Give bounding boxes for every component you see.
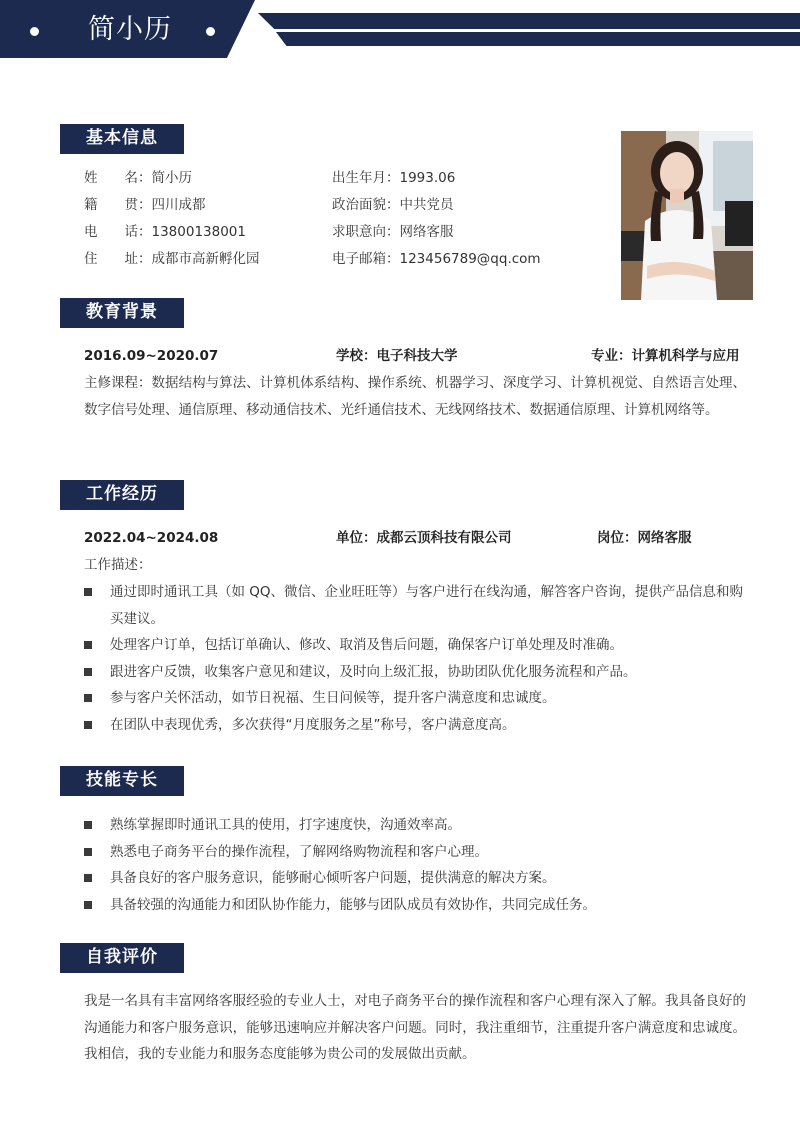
intent-row: [332, 223, 454, 241]
education-school: 学校：电子科技大学: [336, 348, 458, 364]
email-row: [332, 250, 541, 268]
birth-row: [332, 169, 455, 187]
resume-title: 简小历: [88, 14, 172, 45]
bullet-square-icon: [84, 588, 92, 596]
skills-list: [84, 812, 746, 918]
section-basic-info: [60, 124, 184, 154]
work-position: 岗位：网络客服: [597, 530, 692, 546]
list-item: 通过即时通讯工具（如 QQ、微信、企业旺旺等）与客户进行在线沟通，解答客户咨询，提供产品信息和购买建议。: [84, 579, 746, 632]
email-value: 123456789@qq.com: [399, 251, 541, 267]
work-period: 2022.04~2024.08: [84, 530, 219, 546]
bullet-square-icon: [84, 721, 92, 729]
address-value: 成都市高新孵化园: [151, 251, 260, 267]
section-work: [60, 480, 184, 510]
section-title: 基本信息: [60, 124, 184, 152]
email-label: 电子邮箱：: [332, 251, 400, 267]
list-item: 熟悉电子商务平台的操作流程，了解网络购物流程和客户心理。: [84, 839, 746, 866]
bullet-square-icon: [84, 694, 92, 702]
address-label: 住 址：: [84, 251, 152, 267]
bullet-square-icon: [84, 848, 92, 856]
education-period: 2016.09~2020.07: [84, 348, 219, 364]
section-title: 自我评价: [60, 943, 184, 971]
bullet-square-icon: [84, 668, 92, 676]
address-row: [84, 250, 260, 268]
profile-photo-image: [621, 131, 753, 300]
phone-row: [84, 223, 246, 241]
birth-label: 出生年月：: [332, 170, 400, 186]
education-major: 专业：计算机科学与应用: [591, 348, 740, 364]
header-dot-right: [206, 27, 215, 36]
work-description-label: 工作描述：: [84, 557, 152, 573]
profile-photo: [621, 131, 753, 300]
bullet-square-icon: [84, 641, 92, 649]
name-row: [84, 169, 192, 187]
phone-value: 13800138001: [151, 224, 246, 240]
politics-label: 政治面貌：: [332, 197, 400, 213]
name-label: 姓 名：: [84, 170, 152, 186]
section-title: 工作经历: [60, 480, 184, 508]
birth-value: 1993.06: [399, 170, 456, 186]
origin-value: 四川成都: [151, 197, 206, 213]
list-item: 在团队中表现优秀，多次获得“月度服务之星”称号，客户满意度高。: [84, 712, 746, 739]
intent-label: 求职意向：: [332, 224, 400, 240]
work-company: 单位：成都云顶科技有限公司: [336, 530, 512, 546]
header-dot-left: [30, 27, 39, 36]
list-item: 参与客户关怀活动，如节日祝福、生日问候等，提升客户满意度和忠诚度。: [84, 685, 746, 712]
list-item: 熟练掌握即时通讯工具的使用，打字速度快，沟通效率高。: [84, 812, 746, 839]
intent-value: 网络客服: [399, 224, 454, 240]
phone-label: 电 话：: [84, 224, 152, 240]
bullet-square-icon: [84, 901, 92, 909]
list-item: 具备良好的客户服务意识，能够耐心倾听客户问题，提供满意的解决方案。: [84, 865, 746, 892]
self-evaluation-text: 我是一名具有丰富网络客服经验的专业人士，对电子商务平台的操作流程和客户心理有深入了解。我具备良好的沟通能力和客户服务意识，能够迅速响应并解决客户问题。同时，我注重细节，注重提升客户满意度和忠诚度。我相信，我的专业能力和服务态度能够为贵公司的发展做出贡献。: [84, 993, 746, 1062]
politics-value: 中共党员: [399, 197, 454, 213]
name-value: 简小历: [151, 170, 192, 186]
origin-row: [84, 196, 206, 214]
list-item: 跟进客户反馈，收集客户意见和建议，及时向上级汇报，协助团队优化服务流程和产品。: [84, 659, 746, 686]
bullet-square-icon: [84, 874, 92, 882]
bullet-square-icon: [84, 821, 92, 829]
header-stripe-top: [258, 13, 800, 29]
section-title: 教育背景: [60, 298, 184, 326]
header-stripe-bottom: [276, 32, 800, 46]
list-item: 具备较强的沟通能力和团队协作能力，能够与团队成员有效协作，共同完成任务。: [84, 892, 746, 919]
section-education: [60, 298, 184, 328]
section-self-evaluation: [60, 943, 184, 973]
origin-label: 籍 贯：: [84, 197, 152, 213]
section-title: 技能专长: [60, 766, 184, 794]
list-item: 处理客户订单，包括订单确认、修改、取消及售后问题，确保客户订单处理及时准确。: [84, 632, 746, 659]
politics-row: [332, 196, 454, 214]
education-courses: 主修课程：数据结构与算法、计算机体系结构、操作系统、机器学习、深度学习、计算机视觉、自然语言处理、数字信号处理、通信原理、移动通信技术、光纤通信技术、无线网络技术、数据通信原理、计算机网络等。: [84, 375, 746, 418]
section-skills: [60, 766, 184, 796]
work-duties-list: [84, 579, 746, 738]
